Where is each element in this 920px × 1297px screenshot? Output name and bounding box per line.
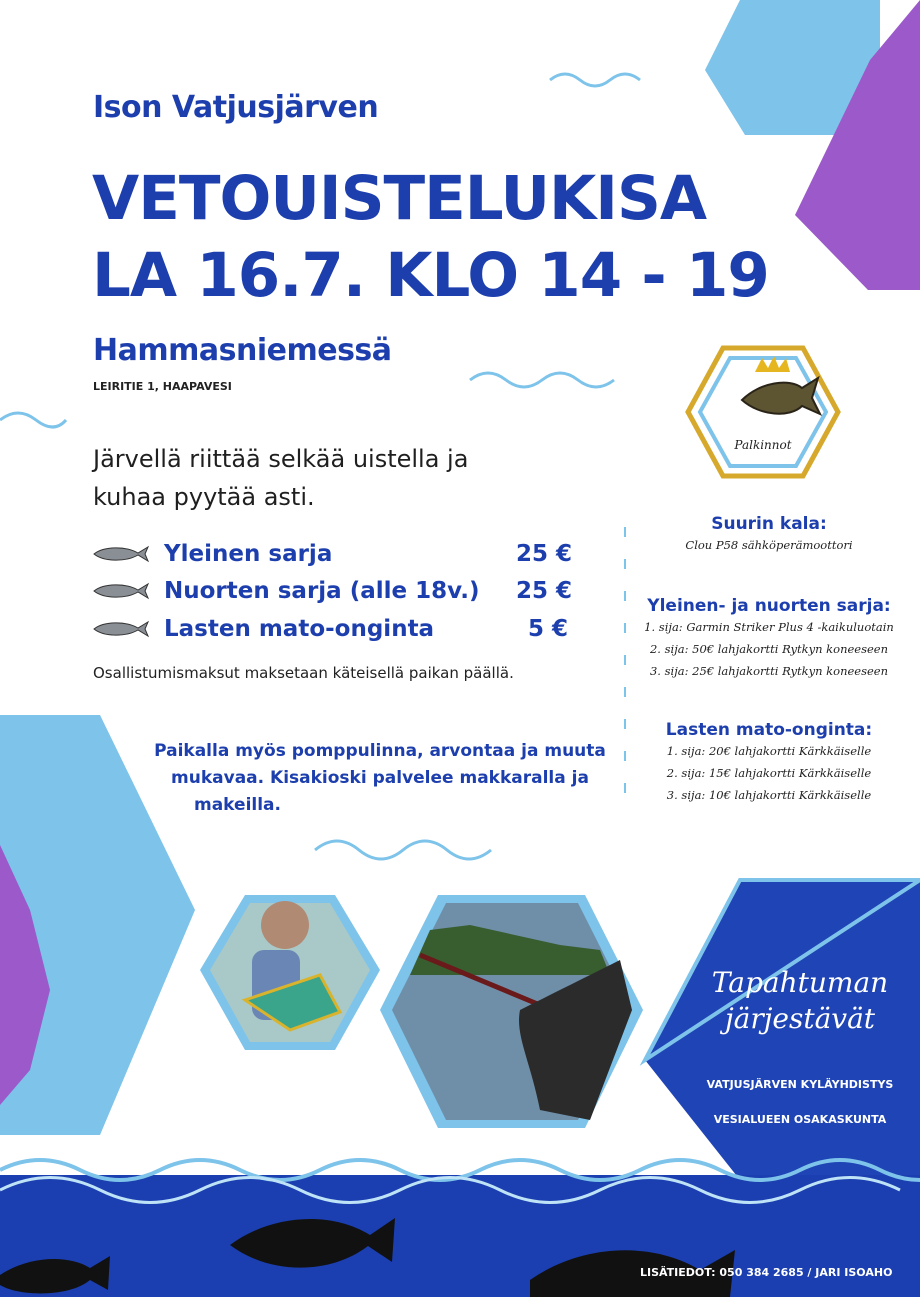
prize-item: 3. sija: 25€ lahjakortti Rytkyn koneeseen bbox=[649, 664, 889, 678]
prize-heading: Yleinen- ja nuorten sarja: bbox=[647, 596, 891, 616]
decorative-wave bbox=[0, 413, 66, 427]
organizer-name: VATJUSJÄRVEN KYLÄYHDISTYS bbox=[706, 1078, 894, 1091]
contact-info: LISÄTIEDOT: 050 384 2685 / JARI ISOAHO bbox=[640, 1266, 893, 1279]
prize-item: 2. sija: 50€ lahjakortti Rytkyn koneeseen bbox=[649, 642, 889, 656]
decorative-wave bbox=[315, 841, 491, 859]
fish-icon bbox=[92, 544, 150, 564]
series-label: Nuorten sarja (alle 18v.) bbox=[164, 578, 480, 604]
prize-item: 1. sija: Garmin Striker Plus 4 -kaikuluotain bbox=[644, 620, 894, 634]
prizes-badge-label: Palkinnot bbox=[734, 438, 792, 452]
extra-line: Paikalla myös pomppulinna, arvontaa ja muuta bbox=[154, 741, 606, 761]
organizer-name: VESIALUEEN OSAKASKUNTA bbox=[713, 1113, 887, 1126]
prize-item: 2. sija: 15€ lahjakortti Kärkkäiselle bbox=[666, 766, 872, 780]
event-place: Hammasniemessä bbox=[93, 333, 392, 368]
prize-item: Clou P58 sähköperämoottori bbox=[685, 538, 853, 552]
extra-info bbox=[150, 738, 610, 819]
event-address: LEIRITIE 1, HAAPAVESI bbox=[93, 380, 232, 393]
series-row bbox=[92, 536, 572, 572]
event-datetime: LA 16.7. KLO 14 - 19 bbox=[92, 240, 769, 311]
prize-general bbox=[638, 596, 900, 682]
event-subtitle: Ison Vatjusjärven bbox=[93, 90, 379, 125]
fee-note: Osallistumismaksut maksetaan käteisellä paikan päällä. bbox=[93, 664, 514, 682]
intro-text bbox=[93, 440, 553, 516]
extra-line: makeilla. bbox=[194, 795, 281, 815]
decorative-wave bbox=[550, 74, 640, 86]
fish-icon bbox=[92, 581, 150, 601]
series-row bbox=[92, 573, 572, 609]
organizers-title-line: Tapahtuman bbox=[711, 966, 889, 999]
prize-item: 3. sija: 10€ lahjakortti Kärkkäiselle bbox=[666, 788, 872, 802]
fish-icon bbox=[92, 619, 150, 639]
prize-heading: Suurin kala: bbox=[711, 514, 827, 534]
event-title: VETOUISTELUKISA bbox=[92, 163, 707, 234]
intro-line: kuhaa pyytää asti. bbox=[93, 483, 315, 511]
prize-item: 1. sija: 20€ lahjakortti Kärkkäiselle bbox=[666, 744, 872, 758]
organizers-title-line: järjestävät bbox=[724, 1002, 876, 1035]
prize-heading: Lasten mato-onginta: bbox=[665, 720, 873, 740]
series-label: Lasten mato-onginta bbox=[164, 616, 435, 642]
series-price: 25 € bbox=[515, 578, 572, 604]
intro-line: Järvellä riittää selkää uistella ja bbox=[93, 445, 469, 473]
child-head bbox=[261, 901, 309, 949]
series-label: Yleinen sarja bbox=[164, 541, 333, 567]
extra-line: mukavaa. Kisakioski palvelee makkaralla ja bbox=[171, 768, 589, 788]
series-price: 25 € bbox=[515, 541, 572, 567]
decorative-wave bbox=[470, 373, 614, 387]
organizers-title bbox=[700, 965, 900, 1037]
prize-biggest-fish bbox=[638, 514, 900, 556]
prize-kids bbox=[638, 720, 900, 806]
series-row bbox=[92, 611, 572, 647]
series-price: 5 € bbox=[527, 616, 568, 642]
